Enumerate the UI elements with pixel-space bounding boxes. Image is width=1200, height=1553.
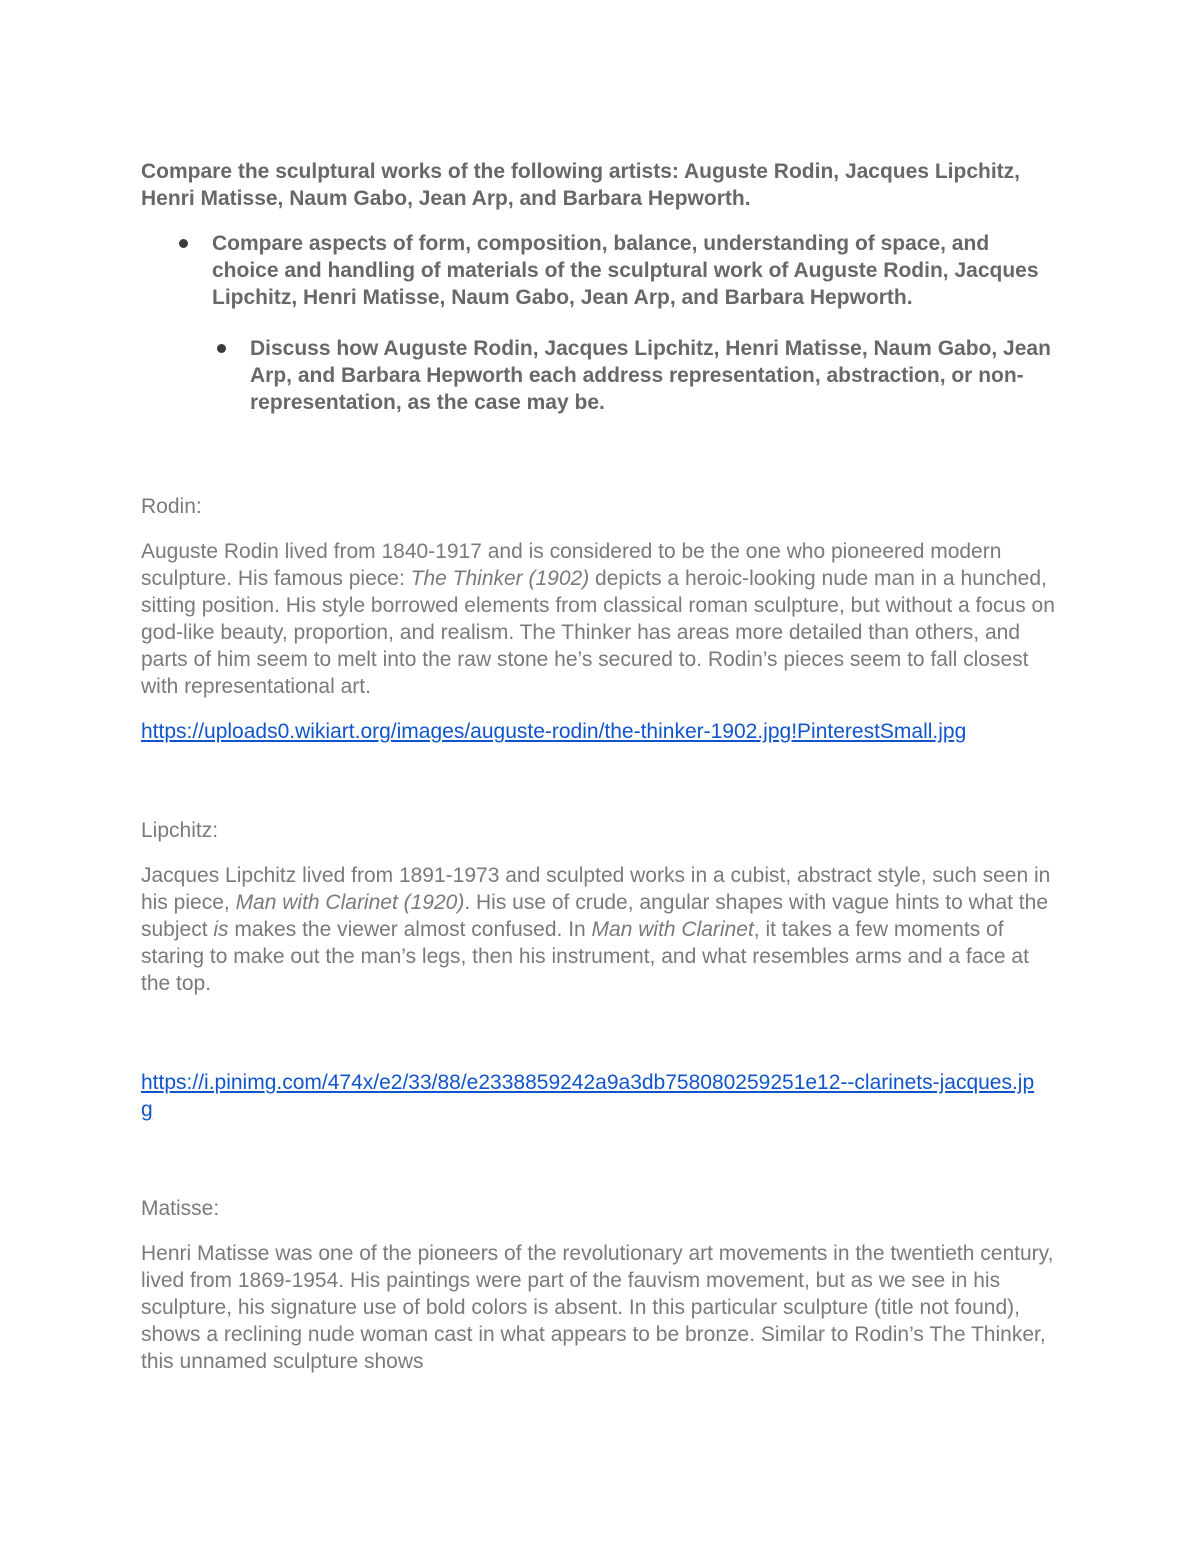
text-run: makes the viewer almost confused. In	[228, 918, 592, 941]
paragraph-lipchitz	[141, 862, 1061, 997]
paragraph-matisse: Henri Matisse was one of the pioneers of the revolutionary art movements in the twentieth century, lived from 1869-1954. His paintings were part of the fauvism movement, but as we see in his sculpture, his signature use of bold colors is absent. In this particular sculpture (title not found), shows a reclining nude woman cast in what appears to be bronze. Similar to Rodin’s The Thinker, this unnamed sculpture shows	[141, 1242, 1054, 1373]
section-heading-matisse: Matisse:	[141, 1197, 220, 1220]
text-run: depicts a heroic-looking nude man in a hunched, sitting position. His style borrowed elements from classical roman sculpture, but without a focus on god-like beauty, proportion, and realism. The Thinker has areas more detailed than others, and parts of him seem to melt into the raw stone he’s secured to. Rodin’s pieces seem to fall closest with representational art.	[141, 567, 1055, 698]
image-link-rodin[interactable]: https://uploads0.wikiart.org/images/auguste-rodin/the-thinker-1902.jpg!PinterestSmall.jpg	[141, 720, 967, 743]
image-link-lipchitz[interactable]: https://i.pinimg.com/474x/e2/33/88/e2338859242a9a3db758080259251e12--clarinets-jacques.jpg	[141, 1071, 1035, 1121]
text-run: Jacques Lipchitz lived from 1891-1973 and sculpted works in a cubist, abstract style, such seen in his piece,	[141, 864, 1051, 914]
artwork-title: Man with Clarinet	[591, 918, 754, 941]
text-run: , it takes a few moments of staring to make out the man’s legs, then his instrument, and what resembles arms and a face at the top.	[141, 918, 1029, 995]
assignment-prompt: Compare the sculptural works of the following artists: Auguste Rodin, Jacques Lipchitz, Henri Matisse, Naum Gabo, Jean Arp, and Barbara Hepworth.	[141, 160, 1020, 210]
artwork-title: The Thinker (1902)	[410, 567, 590, 590]
artwork-title: Man with Clarinet (1920)	[235, 891, 465, 914]
text-run: . His use of crude, angular shapes with vague hints to what the subject	[141, 891, 1049, 941]
paragraph-rodin	[141, 538, 1061, 700]
section-heading-rodin: Rodin:	[141, 495, 202, 518]
bullet-dot-icon	[179, 239, 188, 248]
bullet-item-discuss	[250, 335, 1061, 416]
bullet-dot-icon	[217, 344, 226, 353]
bullet-item-compare	[212, 230, 1061, 311]
document-page	[141, 158, 1061, 1375]
emphasis: is	[213, 918, 229, 941]
bullet-text: Discuss how Auguste Rodin, Jacques Lipchitz, Henri Matisse, Naum Gabo, Jean Arp, and Barbara Hepworth each address representation, abstraction, or non-representation, as the case may be.	[250, 337, 1051, 414]
section-heading-lipchitz: Lipchitz:	[141, 819, 219, 842]
text-run: Auguste Rodin lived from 1840-1917 and is considered to be the one who pioneered modern sculpture. His famous piece:	[141, 540, 1002, 590]
bullet-text: Compare aspects of form, composition, balance, understanding of space, and choice and handling of materials of the sculptural work of Auguste Rodin, Jacques Lipchitz, Henri Matisse, Naum Gabo, Jean Arp, and Barbara Hepworth.	[212, 232, 1039, 309]
